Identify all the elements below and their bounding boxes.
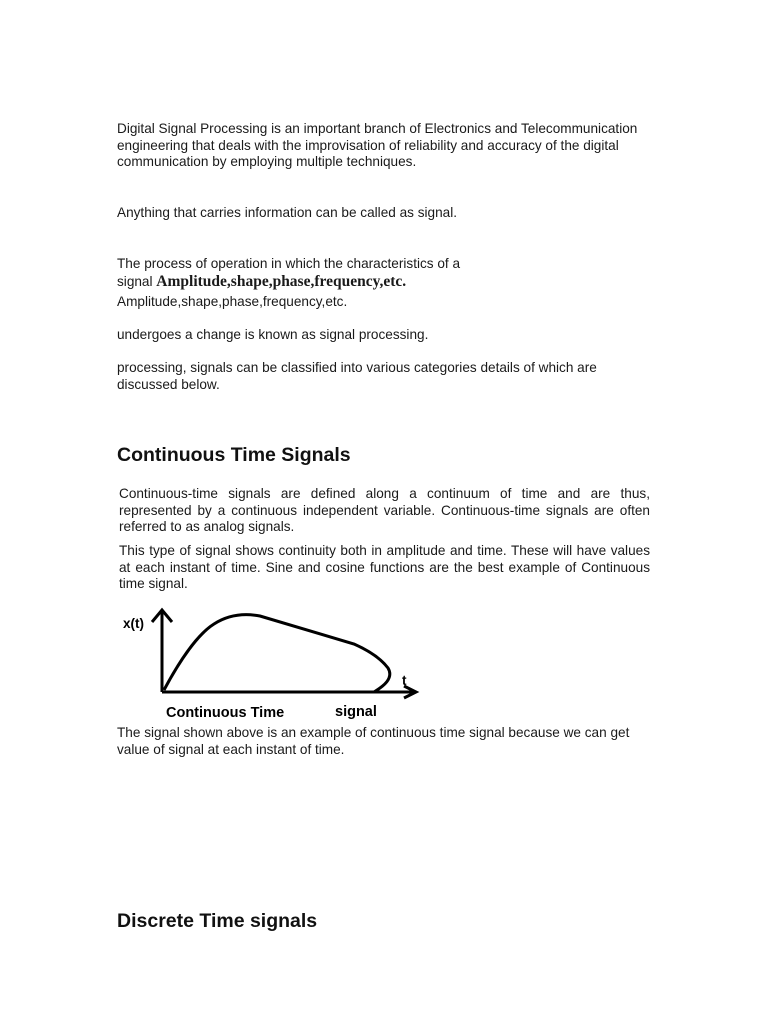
- continuous-paragraph-definition: Continuous-time signals are defined along a continuum of time and are thus, represented by a continuous independent variable. Continuous-time signals are often referred to as analog signals.: [119, 486, 650, 534]
- continuous-signal-figure: [118, 604, 428, 722]
- continuous-paragraph-continuity: This type of signal shows continuity both in amplitude and time. These will have values at each instant of time. Sine and cosine functions are the best example of Continuous time signal.: [119, 543, 650, 591]
- intro-paragraph-change: undergoes a change is known as signal processing.: [117, 327, 429, 342]
- intro-paragraph-categories: processing, signals can be classified into various categories details of which are discussed below.: [117, 360, 597, 392]
- intro-paragraph-process-line1: The process of operation in which the characteristics of a: [117, 256, 461, 271]
- discrete-heading: Discrete Time signals: [117, 910, 318, 932]
- figure-caption-right: signal: [335, 704, 377, 720]
- characteristics-bold: Amplitude,shape,phase,frequency,etc.: [156, 273, 407, 290]
- continuous-paragraph-example: The signal shown above is an example of continuous time signal because we can get value of signal at each instant of time.: [117, 725, 630, 757]
- x-axis-label: t: [402, 673, 407, 688]
- signal-curve: [164, 615, 390, 692]
- intro-paragraph-dsp: Digital Signal Processing is an important branch of Electronics and Telecommunication engineering that deals with the improvisation of reliability and accuracy of the digital communication by employing multiple techniques.: [117, 121, 638, 169]
- figure-caption-left: Continuous Time: [166, 705, 285, 721]
- intro-paragraph-signal: Anything that carries information can be called as signal.: [117, 205, 458, 220]
- intro-paragraph-process-line2: [117, 274, 406, 291]
- signal-word: signal: [117, 274, 157, 289]
- continuous-heading: Continuous Time Signals: [117, 444, 351, 466]
- y-axis-label: x(t): [123, 616, 144, 631]
- intro-paragraph-process-line3: Amplitude,shape,phase,frequency,etc.: [117, 294, 348, 309]
